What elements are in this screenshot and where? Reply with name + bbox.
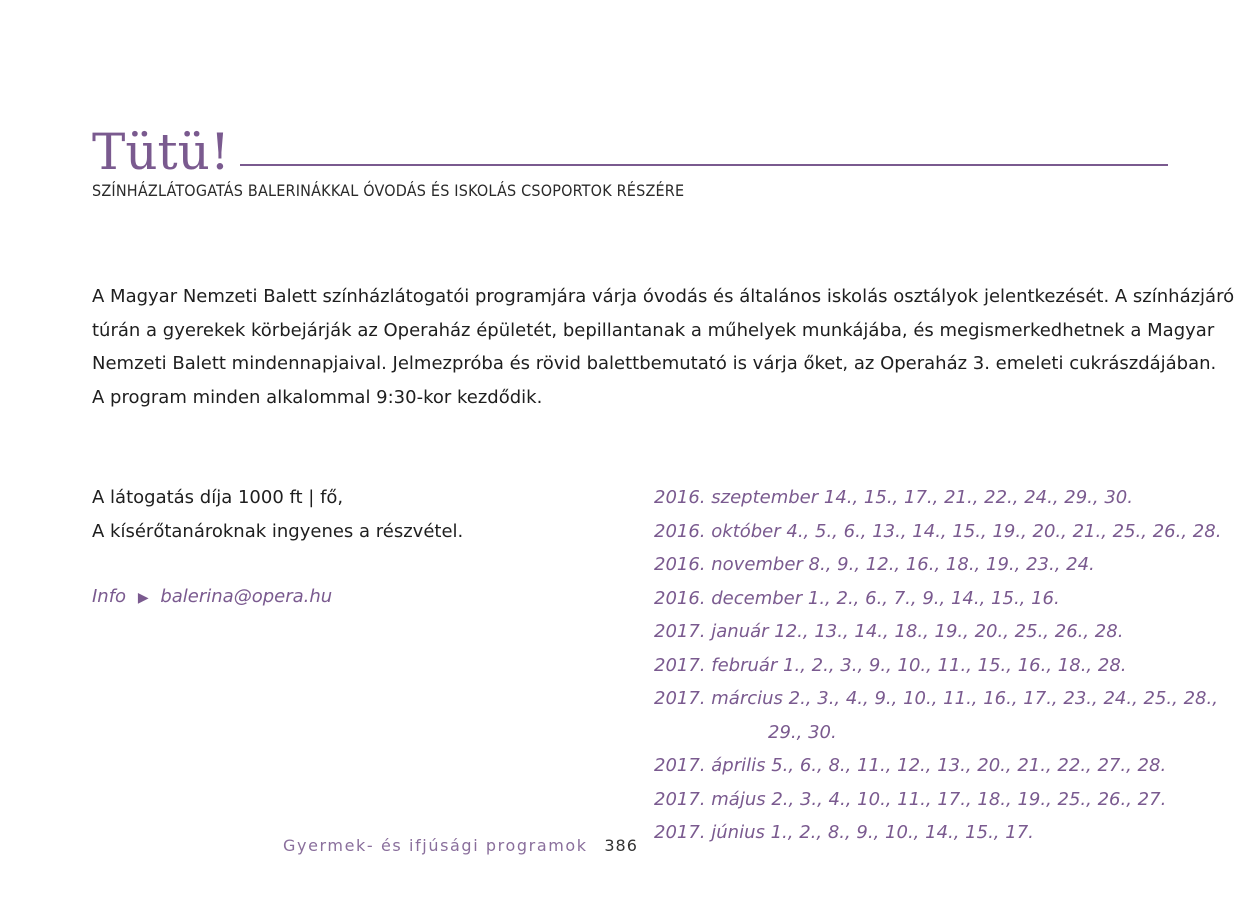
title-rule — [240, 164, 1168, 166]
intro-line: Nemzeti Balett mindennapjaival. Jelmezpróba és rövid balettbemutató is várja őket, az Operaház 3. emeleti cukrászdájában. — [92, 353, 1217, 374]
footer-section-title: Gyermek- és ifjúsági programok — [283, 836, 588, 855]
page-title: Tütü! — [92, 123, 230, 181]
date-row: 2016. szeptember 14., 15., 17., 21., 22., 24., 29., 30. — [654, 487, 1133, 508]
date-row: 2017. január 12., 13., 14., 18., 19., 20., 25., 26., 28. — [654, 621, 1124, 642]
page-footer — [283, 836, 638, 855]
intro-paragraph — [92, 280, 1235, 414]
date-row: 2016. november 8., 9., 12., 16., 18., 19., 23., 24. — [654, 554, 1095, 575]
date-row-continuation: 29., 30. — [768, 721, 837, 743]
info-block — [92, 580, 332, 615]
page-number: 386 — [604, 836, 638, 855]
date-row: 2016. december 1., 2., 6., 7., 9., 14., 15., 16. — [654, 587, 1060, 609]
info-label: Info — [92, 586, 127, 607]
info-email-link[interactable]: balerina@opera.hu — [160, 586, 333, 607]
date-row: 2017. április 5., 6., 8., 11., 12., 13., 20., 21., 22., 27., 28. — [654, 755, 1167, 776]
intro-line: A program minden alkalommal 9:30-kor kezdődik. — [92, 386, 543, 408]
dates-list — [654, 481, 1222, 850]
date-row: 2017. február 1., 2., 3., 9., 10., 11., 15., 16., 18., 28. — [654, 654, 1127, 676]
date-row: 2017. május 2., 3., 4., 10., 11., 17., 18., 19., 25., 26., 27. — [654, 788, 1167, 810]
title-row — [92, 120, 1168, 180]
fee-block — [92, 481, 463, 548]
date-row: 2017. június 1., 2., 8., 9., 10., 14., 15., 17. — [654, 822, 1034, 843]
intro-line: túrán a gyerekek körbejárják az Operaház épületét, bepillantanak a műhelyek munkájába, és megismerkedhetnek a Magyar — [92, 319, 1215, 341]
fee-line: A látogatás díja 1000 ft | fő, — [92, 487, 344, 508]
arrow-right-icon: ▶ — [137, 590, 149, 606]
date-row: 2016. október 4., 5., 6., 13., 14., 15., 19., 20., 21., 25., 26., 28. — [654, 520, 1222, 542]
intro-line: A Magyar Nemzeti Balett színházlátogatói programjára várja óvodás és általános iskolás osztályok jelentkezését. A színházjáró — [92, 286, 1235, 307]
fee-line: A kísérőtanároknak ingyenes a részvétel. — [92, 520, 464, 542]
date-row: 2017. március 2., 3., 4., 9., 10., 11., 16., 17., 23., 24., 25., 28., — [654, 688, 1218, 709]
page-subtitle: SZÍNHÁZLÁTOGATÁS BALERINÁKKAL ÓVODÁS ÉS ISKOLÁS CSOPORTOK RÉSZÉRE — [92, 181, 685, 200]
